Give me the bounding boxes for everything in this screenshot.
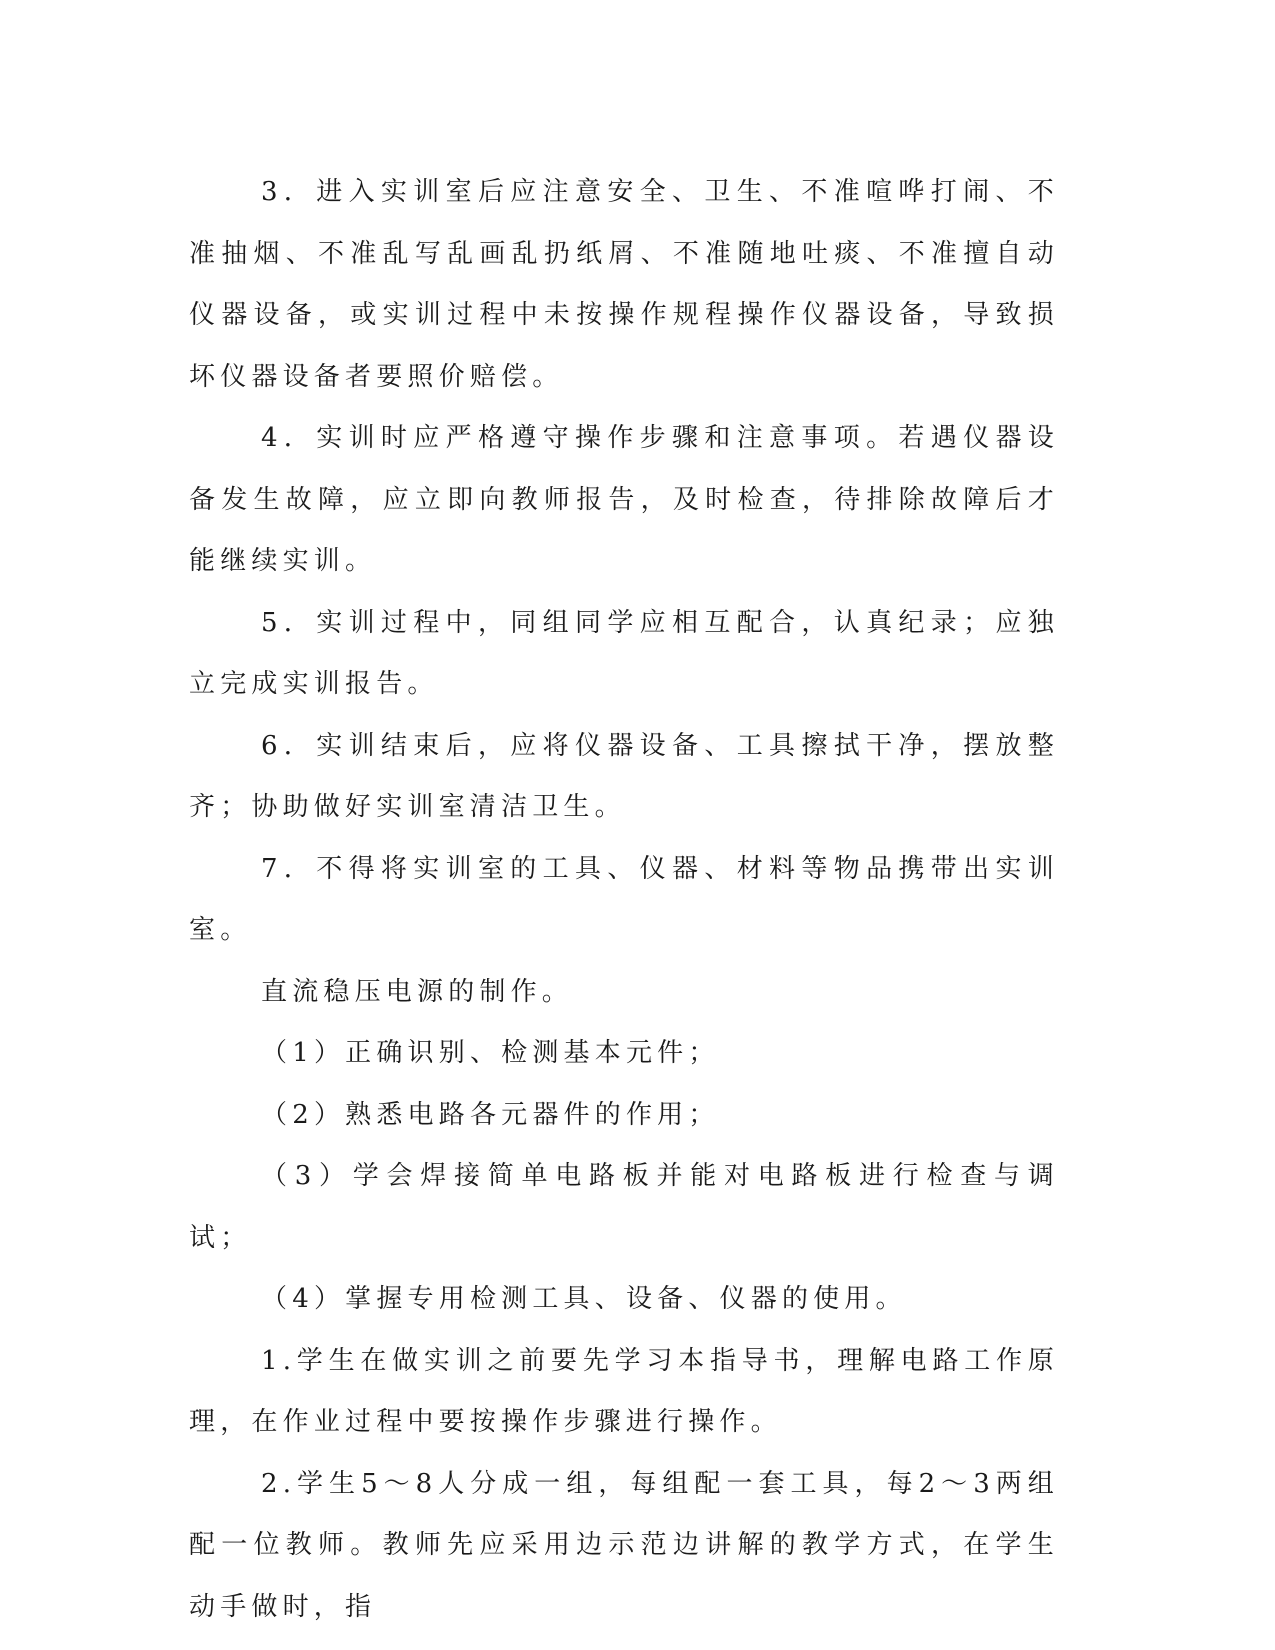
paragraph-method-2: 2.学生5～8人分成一组，每组配一套工具，每2～3两组配一位教师。教师先应采用边示范边讲解的教学方式，在学生动手做时，指 bbox=[189, 1468, 1059, 1622]
paragraph-objective-4: （4）掌握专用检测工具、设备、仪器的使用。 bbox=[261, 1284, 907, 1314]
paragraph-section-title: 直流稳压电源的制作。 bbox=[261, 976, 574, 1007]
paragraph-method-1: 1.学生在做实训之前要先学习本指导书，理解电路工作原理，在作业过程中要按操作步骤进行操作。 bbox=[189, 1345, 1059, 1437]
paragraph-rule-4: 4．实训时应严格遵守操作步骤和注意事项。若遇仪器设备发生故障，应立即向教师报告，及时检查，待排除故障后才能继续实训。 bbox=[189, 423, 1059, 576]
document-body bbox=[189, 162, 1059, 1638]
paragraph-rule-6: 6．实训结束后，应将仪器设备、工具擦拭干净，摆放整齐；协助做好实训室清洁卫生。 bbox=[189, 730, 1059, 822]
paragraph-objective-1: （1）正确识别、检测基本元件； bbox=[261, 1038, 720, 1068]
paragraph-objective-2: （2）熟悉电路各元器件的作用； bbox=[261, 1099, 720, 1130]
paragraph-rule-5: 5．实训过程中，同组同学应相互配合，认真纪录；应独立完成实训报告。 bbox=[189, 607, 1059, 699]
paragraph-rule-7: 7．不得将实训室的工具、仪器、材料等物品携带出实训室。 bbox=[189, 853, 1059, 945]
paragraph-rule-3: 3．进入实训室后应注意安全、卫生、不准喧哗打闹、不准抽烟、不准乱写乱画乱扔纸屑、不准随地吐痰、不准擅自动仪器设备，或实训过程中未按操作规程操作仪器设备，导致损坏仪器设备者要照价赔偿。 bbox=[189, 177, 1059, 392]
paragraph-objective-3: （3）学会焊接简单电路板并能对电路板进行检查与调试； bbox=[189, 1161, 1059, 1253]
